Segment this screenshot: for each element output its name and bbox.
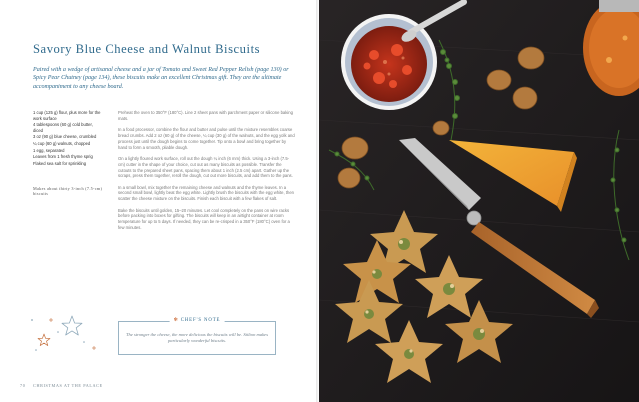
method-step: Preheat the oven to 350°F (180°C). Line 2 sheet pans with parchment paper or silicone baking mats. <box>118 110 293 121</box>
chef-note-heading <box>170 317 225 323</box>
recipe-title: Savory Blue Cheese and Walnut Biscuits <box>33 42 261 56</box>
chef-note-label: CHEF'S NOTE <box>180 318 221 323</box>
page-footer <box>20 383 109 388</box>
recipe-photo <box>319 0 639 402</box>
ingredient-item: Flaked sea salt for sprinkling <box>33 160 87 166</box>
ingredient-item: 3 oz (90 g) blue cheese, crumbled <box>33 134 97 140</box>
chef-note-text: The stronger the cheese, the more delicious the biscuits will be. Stilton makes particularly wonderful biscuits. <box>125 332 269 344</box>
star-decoration-icon <box>24 312 96 354</box>
recipe-intro: Paired with a wedge of artisanal cheese and a jar of Tomato and Sweet Red Pepper Relish (page 130) or Spicy Pear Chutney (page 134), these biscuits make an excellent Christmas gift. They are the ultimate accompaniment to any cheese board. <box>33 67 289 90</box>
method-step: On a lightly floured work surface, roll out the dough ¼ inch (6 mm) thick. Using a 3-inch (7.5-cm) cutter in the shape of your choice, cut out as many biscuits as possible. Transfer the cutouts to the prepared sheet pans, spacing them about 1 inch (2.5 cm) apart. Gather up the scraps, press them together, reroll the dough, cut out more biscuits, and add them to the pans. <box>118 155 293 179</box>
method-steps <box>118 110 296 236</box>
recipe-page <box>0 0 317 402</box>
method-step: In a food processor, combine the flour and butter and pulse until the mixture resembles coarse bread crumbs. Add 2 oz (60 g) of the cheese, ¼ cup (30 g) of the walnuts, and the egg yolk and process just until the dough begins to come together. Tip onto a bowl and bring together by hand to form a smooth, pliable dough. <box>118 127 295 150</box>
method-step: Bake the biscuits until golden, 15–20 minutes. Let cool completely on the pans on wire racks before packing into boxes for gifting. The biscuits will keep in an airtight container at room temperature for up to 5 days. If needed, they can be re-crisped in a 350°F (180°C) oven for a few minutes. <box>118 207 290 231</box>
method-step: In a small bowl, mix together the remaining cheese and walnuts and the thyme leaves. In a second small bowl, lightly beat the egg white. Lightly brush the biscuits with the egg white, then scatter the cheese mixture on the biscuits. Finish each biscuit with a few flakes of salt. <box>118 184 294 202</box>
ingredient-item: ¼ cup (60 g) walnuts, chopped <box>33 140 91 146</box>
ingredient-item: Leaves from 1 fresh thyme sprig <box>33 154 93 160</box>
chef-note-box <box>118 318 276 355</box>
recipe-yield: Makes about thirty 3-inch (7.5-cm) biscuits <box>33 186 103 197</box>
book-title: CHRISTMAS AT THE PALACE <box>33 383 103 388</box>
chef-icon: ✻ <box>173 318 179 323</box>
ingredient-list <box>33 110 103 167</box>
page-number: 70 <box>20 383 26 388</box>
ingredient-item: 4 tablespoons (60 g) cold butter, diced <box>33 122 93 133</box>
ingredient-item: 1 cup (125 g) flour, plus more for the work surface <box>33 110 101 121</box>
ingredient-item: 1 egg, separated <box>33 147 65 153</box>
